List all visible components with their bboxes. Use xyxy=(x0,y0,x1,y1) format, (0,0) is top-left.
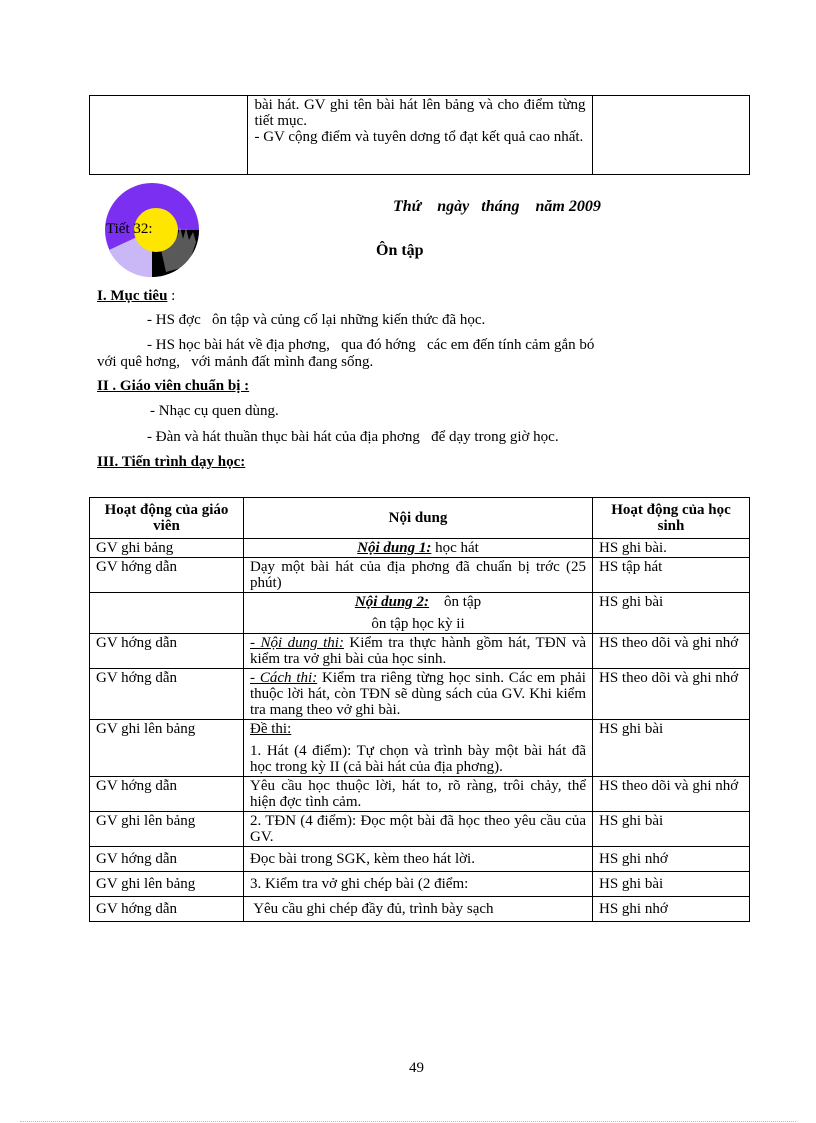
lesson-table xyxy=(89,497,750,922)
cell-student: HS theo dõi và ghi nhớ xyxy=(593,777,750,812)
header-student: Hoạt động của học sinh xyxy=(593,498,750,539)
table-row xyxy=(90,669,750,720)
cell-content: 2. TĐN (4 điểm): Đọc một bài đã học theo yêu cầu của GV. xyxy=(244,812,593,847)
cell-student: HS ghi bài xyxy=(593,720,750,777)
cell-teacher: GV hớng dẫn xyxy=(90,634,244,669)
content-label: - Cách thi: xyxy=(250,670,318,686)
continuation-table xyxy=(89,95,750,175)
continuation-cell-hs xyxy=(592,96,750,175)
cell-student: HS ghi bài xyxy=(593,872,750,897)
cell-content: Đọc bài trong SGK, kèm theo hát lời. xyxy=(244,847,593,872)
preparation-item: - Nhạc cụ quen dùng. xyxy=(150,403,279,419)
cell-teacher xyxy=(90,593,244,634)
content-label: Nội dung 2: xyxy=(354,594,430,610)
lesson-badge xyxy=(96,180,208,280)
cell-student: HS ghi nhớ xyxy=(593,897,750,922)
cell-student: HS ghi bài xyxy=(593,593,750,634)
section-heading-suffix: : xyxy=(167,288,176,304)
cell-teacher: GV ghi bảng xyxy=(90,539,244,558)
objective-item: - HS học bài hát về địa phơng, qua đó hớng các em đến tính cảm gắn bó xyxy=(147,337,595,353)
header-content: Nội dung xyxy=(244,498,593,539)
content-text: Kiểm tra riêng từng học sinh. Các em phải thuộc lời hát, còn TĐN sẽ dùng sách của GV. Khi kiểm tra mang theo vở ghi bài. xyxy=(250,670,586,718)
content-text: 1. Hát (4 điểm): Tự chọn và trình bày một bài hát đã học trong kỳ II (cả bài hát của địa phơng). xyxy=(250,743,586,775)
header-teacher: Hoạt động của giáo viên xyxy=(90,498,244,539)
cell-teacher: GV ghi lên bảng xyxy=(90,812,244,847)
page-title: Ôn tập xyxy=(376,242,424,259)
content-label: Nội dung 1: xyxy=(357,540,432,556)
content-label: - Nội dung thi: xyxy=(250,635,344,651)
content-subtitle: ôn tập học kỳ ii xyxy=(371,616,465,632)
content-text: Kiểm tra thực hành gồm hát, TĐN và kiểm tra vở ghi bài của học sinh. xyxy=(250,635,587,667)
cell-teacher: GV hớng dẫn xyxy=(90,777,244,812)
cell-student: HS ghi nhớ xyxy=(593,847,750,872)
table-row xyxy=(90,777,750,812)
objective-item: với quê hơng, với mảnh đất mình đang sống. xyxy=(97,354,374,370)
continuation-cell-content xyxy=(248,96,592,175)
section-objectives-heading xyxy=(97,288,175,305)
content-text: học hát xyxy=(431,540,479,556)
lesson-number: Tiết 32: xyxy=(106,221,153,237)
cell-student: HS tập hát xyxy=(593,558,750,593)
cell-student: HS theo dõi và ghi nhớ xyxy=(593,634,750,669)
cell-content: 3. Kiểm tra vở ghi chép bài (2 điểm: xyxy=(244,872,593,897)
cell-content xyxy=(244,720,593,777)
section-preparation-heading: II . Giáo viên chuẩn bị : xyxy=(97,378,250,394)
table-row xyxy=(90,593,750,634)
content-text: ôn tập xyxy=(429,594,482,610)
continuation-line: - GV cộng điểm và tuyên dơng tổ đạt kết quả cao nhất. xyxy=(254,129,584,145)
cell-teacher: GV hớng dẫn xyxy=(90,847,244,872)
preparation-item: - Đàn và hát thuần thục bài hát của địa phơng để dạy trong giờ học. xyxy=(147,429,559,445)
cell-content: Yêu cầu học thuộc lời, hát to, rõ ràng, trôi chảy, thể hiện đợc tình cảm. xyxy=(244,777,593,812)
cell-content xyxy=(244,669,593,720)
cell-content: Dạy một bài hát của địa phơng đã chuẩn bị trớc (25 phút) xyxy=(244,558,593,593)
cell-content xyxy=(244,539,593,558)
cell-teacher: GV hớng dẫn xyxy=(90,669,244,720)
table-row xyxy=(90,720,750,777)
cell-teacher: GV hớng dẫn xyxy=(90,558,244,593)
table-row xyxy=(90,812,750,847)
content-label: Đề thi: xyxy=(250,721,292,737)
page-number: 49 xyxy=(409,1060,424,1076)
section-heading-text: I. Mục tiêu xyxy=(97,288,168,304)
cell-teacher: GV ghi lên bảng xyxy=(90,720,244,777)
section-process-heading: III. Tiến trình dạy học: xyxy=(97,454,246,470)
table-row xyxy=(90,897,750,922)
table-row xyxy=(90,539,750,558)
cell-content xyxy=(244,593,593,634)
table-header-row xyxy=(90,498,750,539)
cell-content: Yêu cầu ghi chép đầy đủ, trình bày sạch xyxy=(244,897,593,922)
continuation-cell-gv xyxy=(90,96,248,175)
date-line: Thứ ngày tháng năm 2009 xyxy=(393,198,601,215)
table-row xyxy=(90,558,750,593)
cell-teacher: GV ghi lên bảng xyxy=(90,872,244,897)
table-row xyxy=(90,872,750,897)
page-bottom-rule xyxy=(20,1121,796,1122)
cell-student: HS ghi bài. xyxy=(593,539,750,558)
continuation-line: bài hát. GV ghi tên bài hát lên bảng và cho điểm từng tiết mục. xyxy=(254,97,586,129)
cell-student: HS theo dõi và ghi nhớ xyxy=(593,669,750,720)
cell-content xyxy=(244,634,593,669)
objective-item: - HS đợc ôn tập và củng cố lại những kiến thức đã học. xyxy=(147,312,486,328)
table-row xyxy=(90,634,750,669)
table-row xyxy=(90,847,750,872)
cell-student: HS ghi bài xyxy=(593,812,750,847)
cell-teacher: GV hớng dẫn xyxy=(90,897,244,922)
